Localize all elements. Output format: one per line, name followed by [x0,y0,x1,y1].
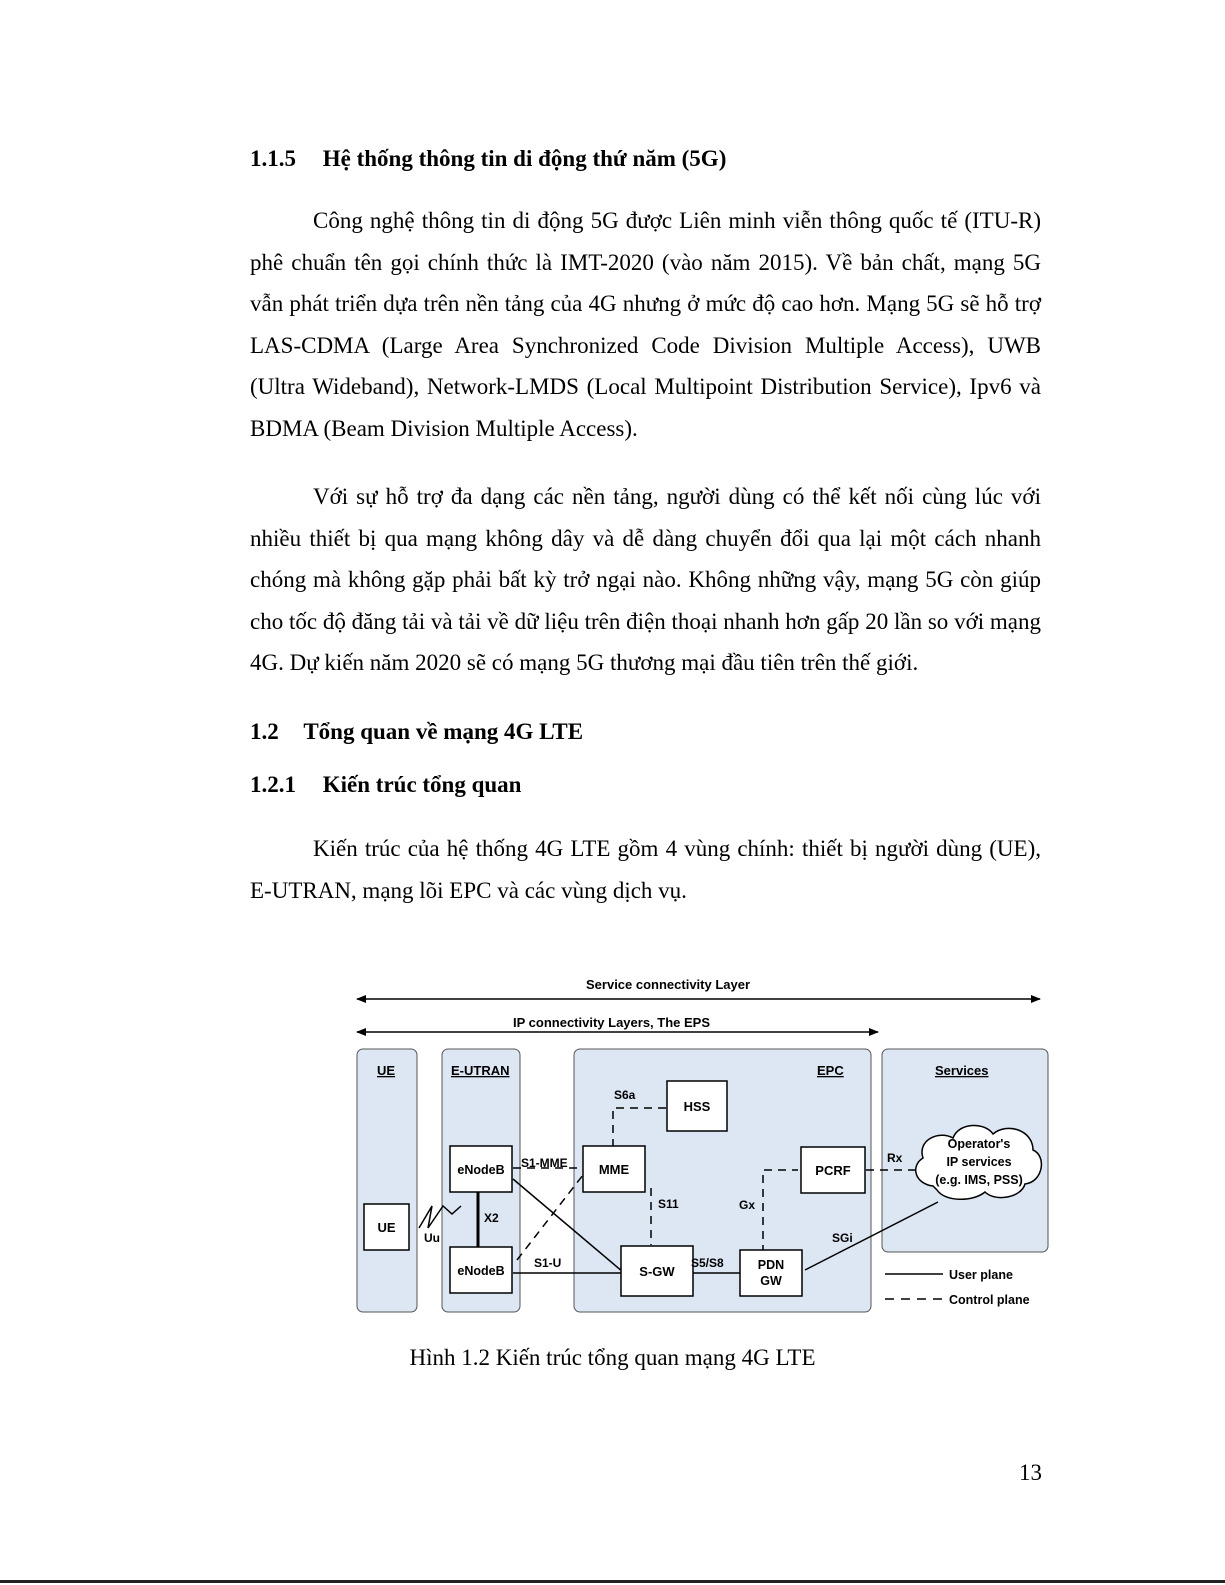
mme-node-label: MME [598,1162,630,1177]
figure-caption: Hình 1.2 Kiến trúc tổng quan mạng 4G LTE [409,1345,816,1370]
legend-control-plane-label: Control plane [949,1293,1030,1307]
ue-region [357,1049,417,1312]
paragraph-lte-architecture: Kiến trúc của hệ thống 4G LTE gồm 4 vùng chính: thiết bị người dùng (UE), E-UTRAN, mạng lõi EPC và các vùng dịch vụ. [250,836,1041,903]
uu-label: Uu [424,1231,440,1245]
s11-label: S11 [658,1197,679,1211]
cloud-label-line3: (e.g. IMS, PSS) [935,1173,1023,1187]
hss-node-label: HSS [683,1099,711,1114]
section-number: 1.2.1 [250,772,296,797]
section-number: 1.2 [250,719,279,744]
epc-region-title: EPC [817,1063,844,1078]
pdn-gw-label-line2: GW [760,1274,782,1288]
s6a-label: S6a [614,1088,636,1102]
section-heading-1-1-5 [250,146,726,172]
section-title: Kiến trúc tổng quan [322,772,522,797]
sgw-node-label: S-GW [639,1264,675,1279]
s1u-label: S1-U [534,1256,562,1270]
section-heading-1-2-1 [250,772,521,798]
page-bottom-divider [0,1580,1225,1583]
s1mme-line-enb2 [517,1175,583,1260]
section-heading-1-2 [250,719,583,745]
x2-label: X2 [484,1211,499,1225]
page-number: 13 [1019,1460,1042,1485]
cloud-label-line1: Operator's [947,1137,1011,1151]
lte-architecture-diagram [345,970,1050,1315]
pdn-gw-node [740,1250,802,1296]
s1mme-label: S1-MME [521,1156,568,1170]
section-title: Tổng quan về mạng 4G LTE [303,719,584,744]
pcrf-node-label: PCRF [815,1163,851,1178]
enodeb-1-label: eNodeB [457,1163,505,1177]
services-region-title: Services [935,1063,989,1078]
eutran-region-title: E-UTRAN [451,1063,510,1078]
ue-region-title: UE [377,1063,396,1078]
pdn-gw-label-line1: PDN [757,1258,785,1272]
rx-label: Rx [887,1151,903,1165]
cloud-label-line2: IP services [946,1155,1012,1169]
gx-label: Gx [739,1198,756,1212]
lte-architecture-figure [345,970,1050,1320]
section-title: Hệ thống thông tin di động thứ năm (5G) [322,146,727,171]
enodeb-2-label: eNodeB [457,1264,505,1278]
ip-layer-label: IP connectivity Layers, The EPS [513,1015,711,1030]
section-number: 1.1.5 [250,146,296,171]
paragraph-5g-benefits: Với sự hỗ trợ đa dạng các nền tảng, người dùng có thể kết nối cùng lúc với nhiều thiết bị qua mạng không dây và dễ dàng chuyển đổi qua lại một cách nhanh chóng mà không gặp phải bất kỳ trở ngại nào. Không những vậy, mạng 5G còn giúp cho tốc độ đăng tải và tải về dữ liệu trên điện thoại nhanh hơn gấp 20 lần so với mạng 4G. Dự kiến năm 2020 sẽ có mạng 5G thương mại đầu tiên trên thế giới. [250,484,1041,675]
sgi-label: SGi [832,1231,853,1245]
paragraph-5g-overview: Công nghệ thông tin di động 5G được Liên minh viễn thông quốc tế (ITU-R) phê chuẩn tên gọi chính thức là IMT-2020 (vào năm 2015). Về bản chất, mạng 5G vẫn phát triển dựa trên nền tảng của 4G nhưng ở mức độ cao hơn. Mạng 5G sẽ hỗ trợ LAS-CDMA (Large Area Synchronized Code Division Multiple Access), UWB (Ultra Wideband), Network-LMDS (Local Multipoint Distribution Service), Ipv6 và BDMA (Beam Division Multiple Access). [250,208,1041,441]
service-layer-label: Service connectivity Layer [586,977,751,992]
s5s8-label: S5/S8 [691,1256,724,1270]
ue-node-label: UE [377,1220,396,1235]
legend-user-plane-label: User plane [949,1268,1013,1282]
